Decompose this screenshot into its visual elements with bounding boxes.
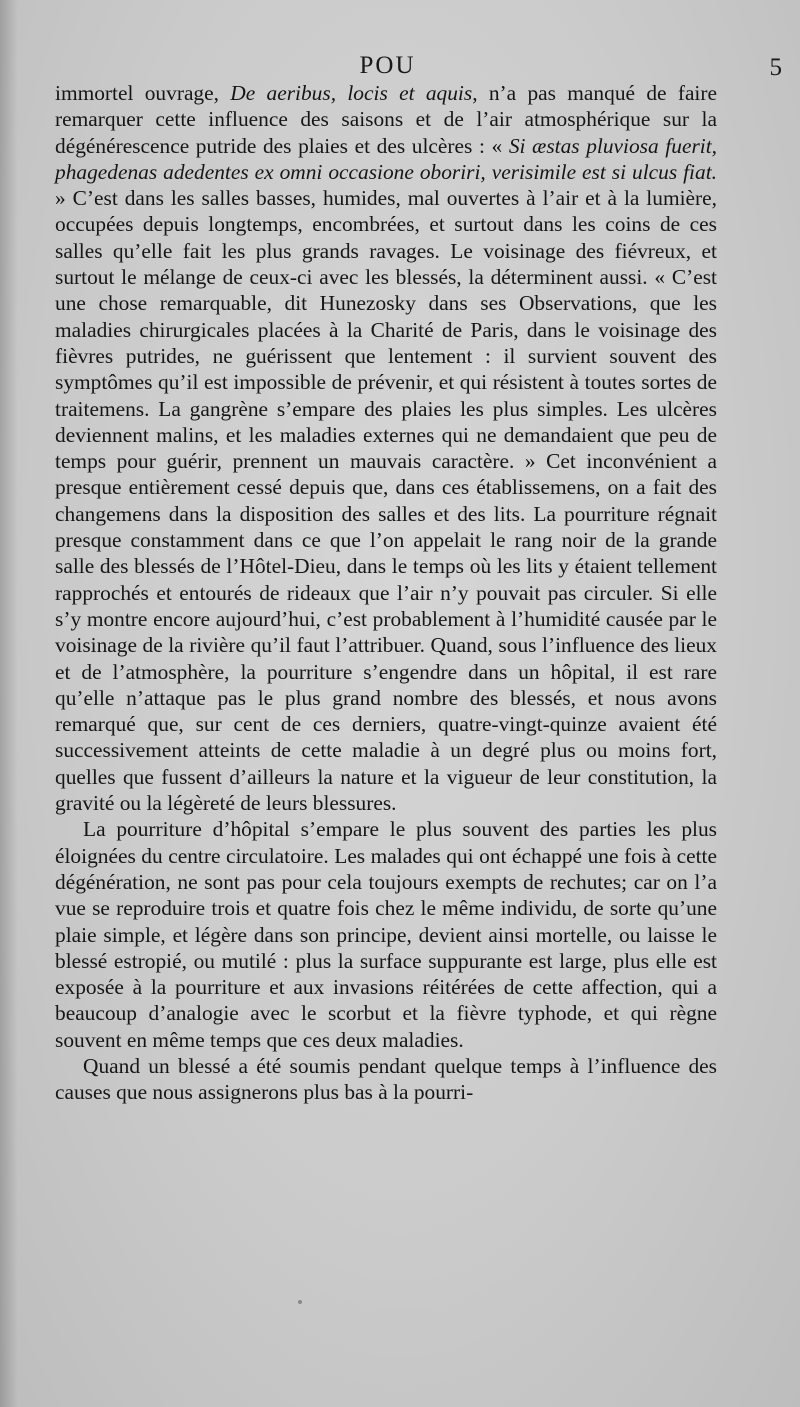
paper-speck [298,1300,302,1304]
body-text [55,80,717,1106]
text-segment: , n’a pas manqué de faire remarquer cette influence des saisons et de l’air atmosphérique sur la dégénérescence putride des plaies et des ulcères : « [55,81,717,158]
paragraph-2 [55,816,717,1053]
text-segment: immortel ouvrage, [55,81,231,105]
page-number: 5 [769,54,782,81]
latin-title: De aeribus, locis et aquis [230,81,473,105]
text-segment: » C’est dans les salles basses, humides, mal ouvertes à l’air et à la lumière, occupées depuis longtemps, encombrées, et surtout dans les coins de ces salles qu’elle fait les plus grands ravages. Le voisinage des fiévreux, et surtout le mélange de ceux-ci avec les blessés, la déterminent aussi. « C’est une chose remarquable, dit Hunezosky dans ses Observations, que les maladies chirurgicales placées à la Charité de Paris, dans le voisinage des fièvres putrides, ne guérissent que lentement : il survient souvent des symptômes qu’il est impossible de prévenir, et qui résistent à toutes sortes de traitemens. La gangrène s’empare des plaies les plus simples. Les ulcères deviennent malins, et les maladies externes qui ne demandaient que peu de temps pour guérir, prennent un mauvais caractère. » Cet inconvénient a presque entièrement cessé depuis que, dans ces établissemens, on a fait des changemens dans la disposition des salles et des lits. La pourriture régnait presque constamment dans ce que l’on appelait le rang noir de la grande salle des blessés de l’Hôtel-Dieu, dans le temps où les lits y étaient tellement rapprochés et entourés de rideaux que l’air n’y pouvait pas circuler. Si elle s’y montre encore aujourd’hui, c’est probablement à l’humidité causée par le voisinage de la rivière qu’il faut l’attribuer. Quand, sous l’influence des lieux et de l’atmosphère, la pourriture s’engendre dans un hôpital, il est rare qu’elle n’attaque pas le plus grand nombre des blessés, et nous avons remarqué que, sur cent de ces derniers, quatre-vingt-quinze avaient été successivement atteints de cette maladie à un degré plus ou moins fort, quelles que fussent d’ailleurs la nature et la vigueur de leur constitution, la gravité ou la légèreté de leurs blessures. [55,186,717,816]
latin-quotation: Si æstas pluviosa fuerit, phagedenas adedentes ex omni occasione oboriri, verisimile est si ulcus fiat. [55,133,718,184]
text-segment: Quand un blessé a été soumis pendant quelque temps à l’influence des causes que nous assignerons plus bas à la pourri- [55,1053,717,1105]
paragraph-1 [55,80,717,816]
running-head-title: POU [359,52,416,79]
text-segment: La pourriture d’hôpital s’empare le plus souvent des parties les plus éloignées du centre circulatoire. Les malades qui ont échappé une fois à cette dégénération, ne sont pas pour cela toujours exempts de rechutes; car on l’a vue se reproduire trois et quatre fois chez le même individu, de sorte qu’une plaie simple, et légère dans son principe, devient ainsi mortelle, ou laisse le blessé estropié, ou mutilé : plus la surface suppurante est large, plus elle est exposée à la pourriture et aux invasions réitérées de cette affection, qui a beaucoup d’analogie avec le scorbut et la fièvre typhode, et qui règne souvent en même temps que ces deux maladies. [55,817,717,1052]
paragraph-3 [55,1053,717,1106]
binding-shadow [0,0,18,1407]
